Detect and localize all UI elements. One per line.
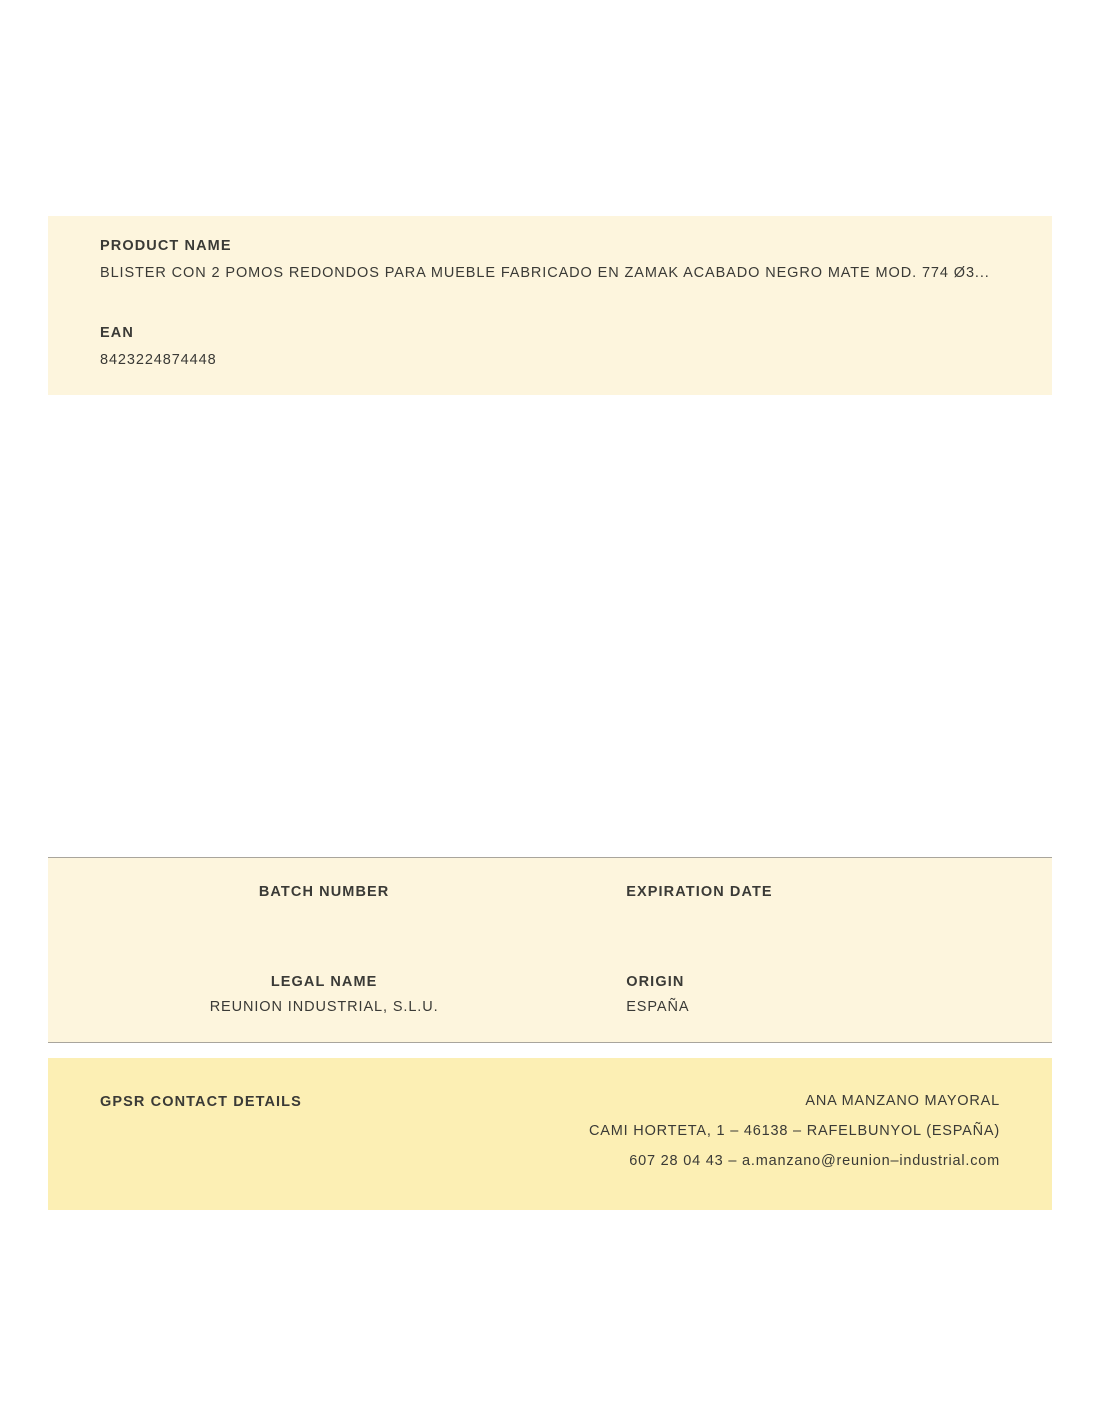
legal-name-field <box>48 974 610 1016</box>
gpsr-contact-address: CAMI HORTETA, 1 – 46138 – RAFELBUNYOL (ESPAÑA) <box>589 1123 1000 1140</box>
ean-field <box>100 325 1000 370</box>
expiration-date-value <box>620 909 1052 926</box>
empty-content-area <box>48 395 1052 857</box>
legal-name-value: REUNION INDUSTRIAL, S.L.U. <box>209 999 439 1015</box>
product-name-field <box>100 238 1000 283</box>
origin-value: ESPAÑA <box>626 999 690 1015</box>
origin-field <box>610 974 1052 1016</box>
ean-value: 8423224874448 <box>100 351 217 368</box>
batch-number-label: BATCH NUMBER <box>258 884 390 900</box>
expiration-date-field <box>610 884 1052 926</box>
gpsr-contact-phone-email: 607 28 04 43 – a.manzano@reunion–industrial.com <box>629 1153 1000 1170</box>
product-meta-panel <box>48 857 1052 1043</box>
expiration-date-label: EXPIRATION DATE <box>626 884 773 900</box>
batch-number-value <box>48 909 600 926</box>
gpsr-contact-label: GPSR CONTACT DETAILS <box>100 1094 302 1110</box>
product-name-label: PRODUCT NAME <box>100 238 232 254</box>
product-name-value: BLISTER CON 2 POMOS REDONDOS PARA MUEBLE FABRICADO EN ZAMAK ACABADO NEGRO MATE MOD. 774 Ø3... <box>100 265 990 281</box>
gpsr-contact-panel <box>48 1058 1052 1210</box>
ean-label: EAN <box>100 324 134 341</box>
legal-origin-row <box>48 974 1052 1016</box>
legal-name-label: LEGAL NAME <box>270 974 378 990</box>
product-details-panel <box>48 216 1052 405</box>
gpsr-contact-lines <box>589 1092 1000 1170</box>
origin-label: ORIGIN <box>626 974 685 990</box>
batch-expiration-row <box>48 884 1052 926</box>
gpsr-contact-person: ANA MANZANO MAYORAL <box>805 1093 1000 1109</box>
batch-number-field <box>48 884 610 926</box>
